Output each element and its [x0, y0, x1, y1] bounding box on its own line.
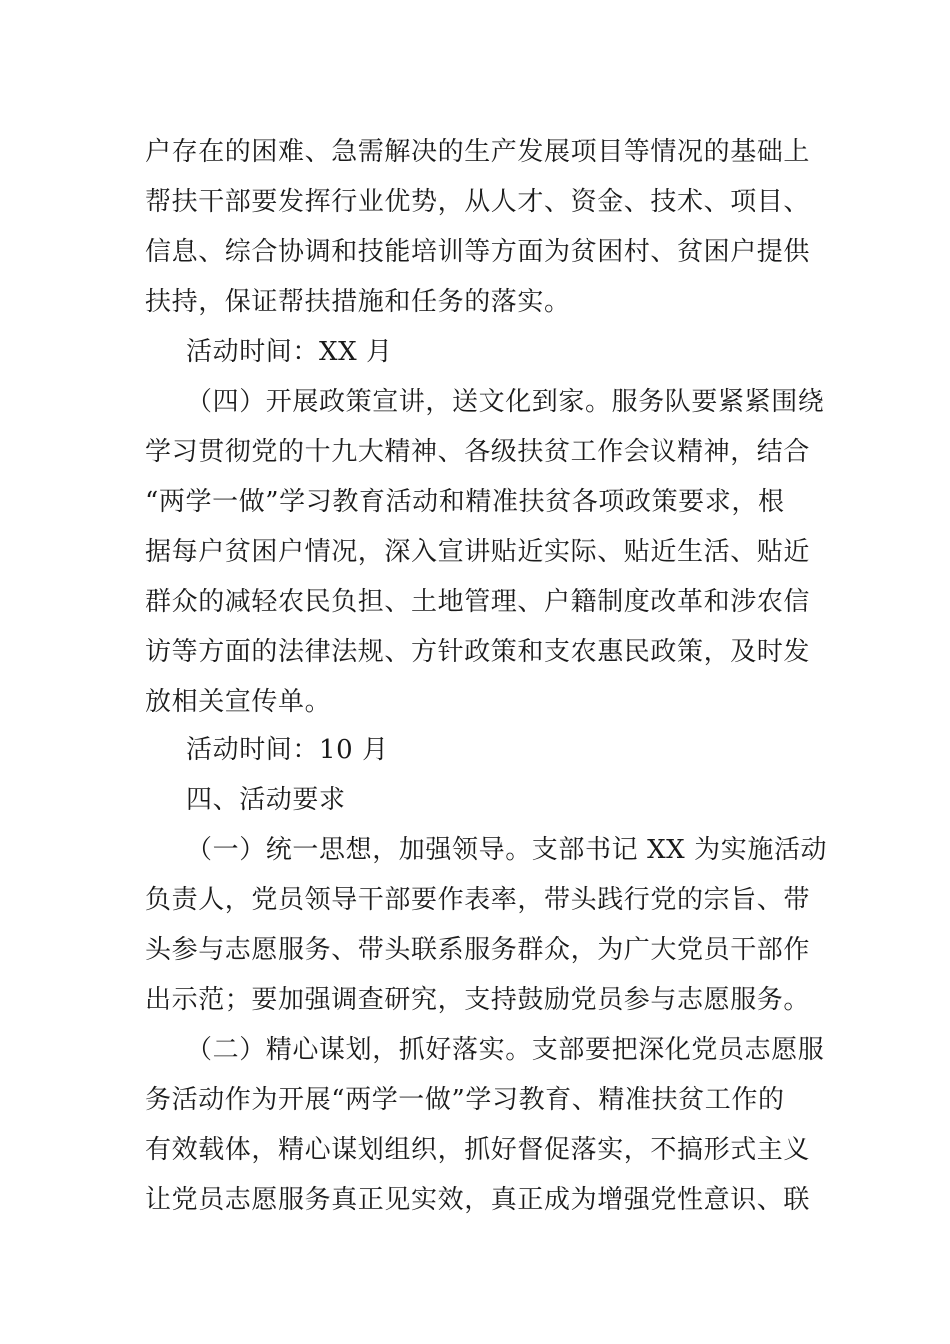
activity-time-line: 活动时间：10 月	[186, 735, 389, 765]
text-line: 务活动作为开展“两学一做”学习教育、精准扶贫工作的	[145, 1085, 785, 1115]
text-line: 让党员志愿服务真正见实效，真正成为增强党性意识、联	[145, 1185, 811, 1215]
text-line: 负责人，党员领导干部要作表率，带头践行党的宗旨、带	[145, 885, 811, 915]
text-line: “两学一做”学习教育活动和精准扶贫各项政策要求，根	[145, 487, 785, 517]
section-heading-4: （四）开展政策宣讲，送文化到家。服务队要紧紧围绕	[186, 387, 825, 417]
text-line: 群众的减轻农民负担、土地管理、户籍制度改革和涉农信	[145, 587, 811, 617]
requirement-heading-1: （一）统一思想，加强领导。支部书记 XX 为实施活动	[186, 835, 828, 865]
activity-time-line: 活动时间：XX 月	[186, 337, 393, 367]
text-line: 放相关宣传单。	[145, 687, 332, 717]
text-line: 出示范；要加强调查研究，支持鼓励党员参与志愿服务。	[145, 985, 811, 1015]
requirement-heading-2: （二）精心谋划，抓好落实。支部要把深化党员志愿服	[186, 1035, 825, 1065]
text-line: 有效载体，精心谋划组织，抓好督促落实，不搞形式主义	[145, 1135, 811, 1165]
text-line: 帮扶干部要发挥行业优势，从人才、资金、技术、项目、	[145, 187, 811, 217]
text-line: 户存在的困难、急需解决的生产发展项目等情况的基础上	[145, 137, 811, 167]
text-line: 扶持，保证帮扶措施和任务的落实。	[145, 287, 571, 317]
text-line: 据每户贫困户情况，深入宣讲贴近实际、贴近生活、贴近	[145, 537, 811, 567]
section-title: 四、活动要求	[186, 785, 346, 815]
text-line: 访等方面的法律法规、方针政策和支农惠民政策，及时发	[145, 637, 811, 667]
text-line: 学习贯彻党的十九大精神、各级扶贫工作会议精神，结合	[145, 437, 811, 467]
text-line: 头参与志愿服务、带头联系服务群众，为广大党员干部作	[145, 935, 811, 965]
text-line: 信息、综合协调和技能培训等方面为贫困村、贫困户提供	[145, 237, 811, 267]
